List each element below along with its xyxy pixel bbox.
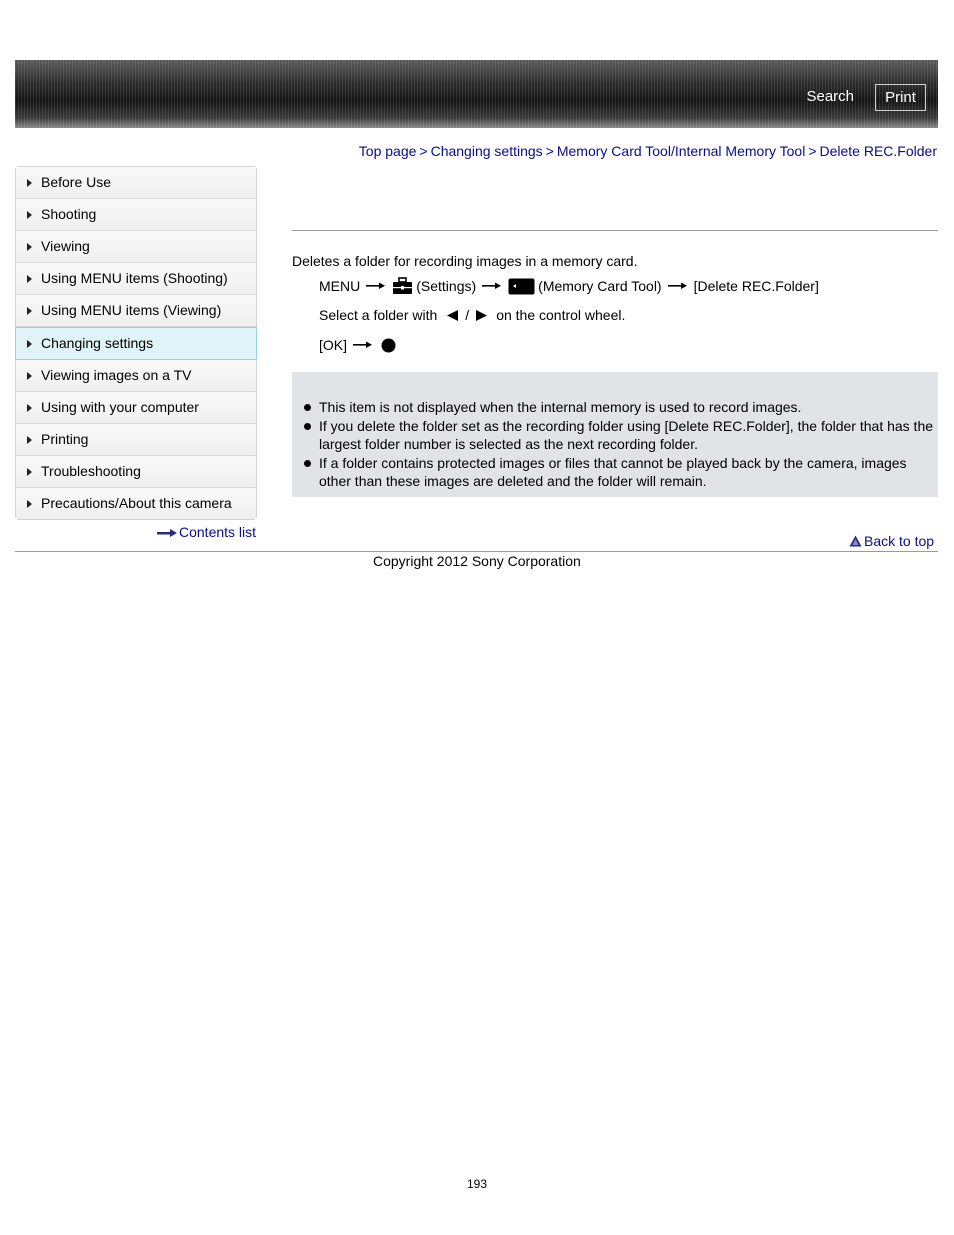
triangle-right-icon	[27, 211, 32, 219]
triangle-right-icon	[27, 340, 32, 348]
sidebar-item-troubleshooting[interactable]	[16, 456, 256, 488]
note-text: This item is not displayed when the internal memory is used to record images.	[319, 399, 802, 415]
menu-label: MENU	[319, 278, 361, 294]
sidebar-item-label: Shooting	[41, 206, 97, 222]
page-number: 193	[466, 1177, 488, 1191]
step-3	[319, 337, 396, 353]
memory-card-tool-label: (Memory Card Tool)	[538, 278, 662, 294]
breadcrumb-changing-settings[interactable]: Changing settings	[430, 143, 543, 159]
sidebar-item-precautions[interactable]	[16, 488, 256, 519]
sidebar-item-before-use[interactable]	[16, 167, 256, 199]
sidebar-nav	[15, 166, 257, 520]
sidebar-item-printing[interactable]	[16, 424, 256, 456]
back-to-top-icon	[849, 535, 862, 547]
sidebar-item-label: Viewing	[41, 238, 90, 254]
arrow-right-icon	[366, 281, 386, 291]
sidebar-item-viewing-tv[interactable]	[16, 360, 256, 392]
footer-divider	[15, 551, 938, 552]
center-button-icon	[381, 338, 396, 353]
breadcrumb	[359, 143, 937, 159]
sidebar-item-label: Using MENU items (Shooting)	[41, 270, 228, 286]
page-description: Deletes a folder for recording images in a memory card.	[292, 253, 638, 269]
breadcrumb-separator: >	[545, 143, 554, 159]
sidebar-item-label: Printing	[41, 431, 89, 447]
right-triangle-icon	[475, 309, 488, 322]
search-link[interactable]: Search	[806, 88, 854, 105]
settings-label: (Settings)	[416, 278, 477, 294]
sidebar-item-label: Troubleshooting	[41, 463, 141, 479]
triangle-right-icon	[27, 243, 32, 251]
sidebar-item-menu-viewing[interactable]	[16, 295, 256, 327]
back-to-top-wrapper	[849, 533, 934, 549]
sidebar-item-viewing[interactable]	[16, 231, 256, 263]
step-1	[319, 277, 819, 295]
bullet-icon	[304, 423, 311, 430]
triangle-right-icon	[27, 500, 32, 508]
triangle-right-icon	[27, 275, 32, 283]
sidebar-item-label: Using MENU items (Viewing)	[41, 302, 222, 318]
select-folder-suffix: on the control wheel.	[496, 307, 626, 323]
triangle-right-icon	[27, 179, 32, 187]
breadcrumb-delete-rec-folder[interactable]: Delete REC.Folder	[819, 143, 937, 159]
triangle-right-icon	[27, 404, 32, 412]
header-bar	[15, 60, 938, 128]
copyright-text: Copyright 2012 Sony Corporation	[373, 553, 581, 569]
sidebar-item-changing-settings[interactable]	[15, 327, 257, 360]
contents-list-link-wrapper	[157, 524, 256, 540]
sidebar-item-label: Using with your computer	[41, 399, 199, 415]
sidebar-item-menu-shooting[interactable]	[16, 263, 256, 295]
select-folder-prefix: Select a folder with	[319, 307, 438, 323]
breadcrumb-top-page[interactable]: Top page	[358, 143, 417, 159]
notes-list	[300, 398, 934, 491]
arrow-right-icon	[353, 340, 373, 350]
triangle-right-icon	[27, 307, 32, 315]
breadcrumb-memory-card-tool[interactable]: Memory Card Tool/Internal Memory Tool	[556, 143, 806, 159]
title-divider	[292, 230, 938, 231]
arrow-right-icon	[482, 281, 502, 291]
list-item	[300, 454, 934, 491]
bullet-icon	[304, 460, 311, 467]
step-2	[319, 307, 625, 323]
sidebar-item-label: Precautions/About this camera	[41, 495, 232, 511]
delete-rec-folder-label: [Delete REC.Folder]	[693, 278, 819, 294]
breadcrumb-separator: >	[808, 143, 817, 159]
contents-list-link[interactable]: Contents list	[179, 524, 257, 540]
memory-card-icon	[508, 278, 535, 295]
triangle-right-icon	[27, 372, 32, 380]
bullet-icon	[304, 404, 311, 411]
note-text: If you delete the folder set as the recording folder using [Delete REC.Folder], the folder that has the largest folder number is selected as the next recording folder.	[319, 417, 934, 452]
list-item	[300, 398, 934, 417]
ok-label: [OK]	[319, 337, 348, 353]
sidebar-item-computer[interactable]	[16, 392, 256, 424]
sidebar-item-label: Changing settings	[41, 335, 154, 351]
triangle-right-icon	[27, 436, 32, 444]
breadcrumb-separator: >	[419, 143, 428, 159]
left-triangle-icon	[446, 309, 459, 322]
arrow-right-icon	[157, 529, 177, 537]
list-item	[300, 417, 934, 454]
arrow-right-icon	[668, 281, 688, 291]
print-button[interactable]: Print	[875, 84, 926, 111]
slash-separator: /	[465, 307, 470, 323]
triangle-right-icon	[27, 468, 32, 476]
settings-toolbox-icon	[392, 277, 413, 295]
sidebar-item-label: Before Use	[41, 174, 112, 190]
note-text: If a folder contains protected images or files that cannot be played back by the camera, images other than these images are deleted and the folder will remain.	[319, 454, 907, 489]
back-to-top-link[interactable]: Back to top	[864, 533, 935, 549]
sidebar-item-label: Viewing images on a TV	[41, 367, 192, 383]
sidebar-item-shooting[interactable]	[16, 199, 256, 231]
